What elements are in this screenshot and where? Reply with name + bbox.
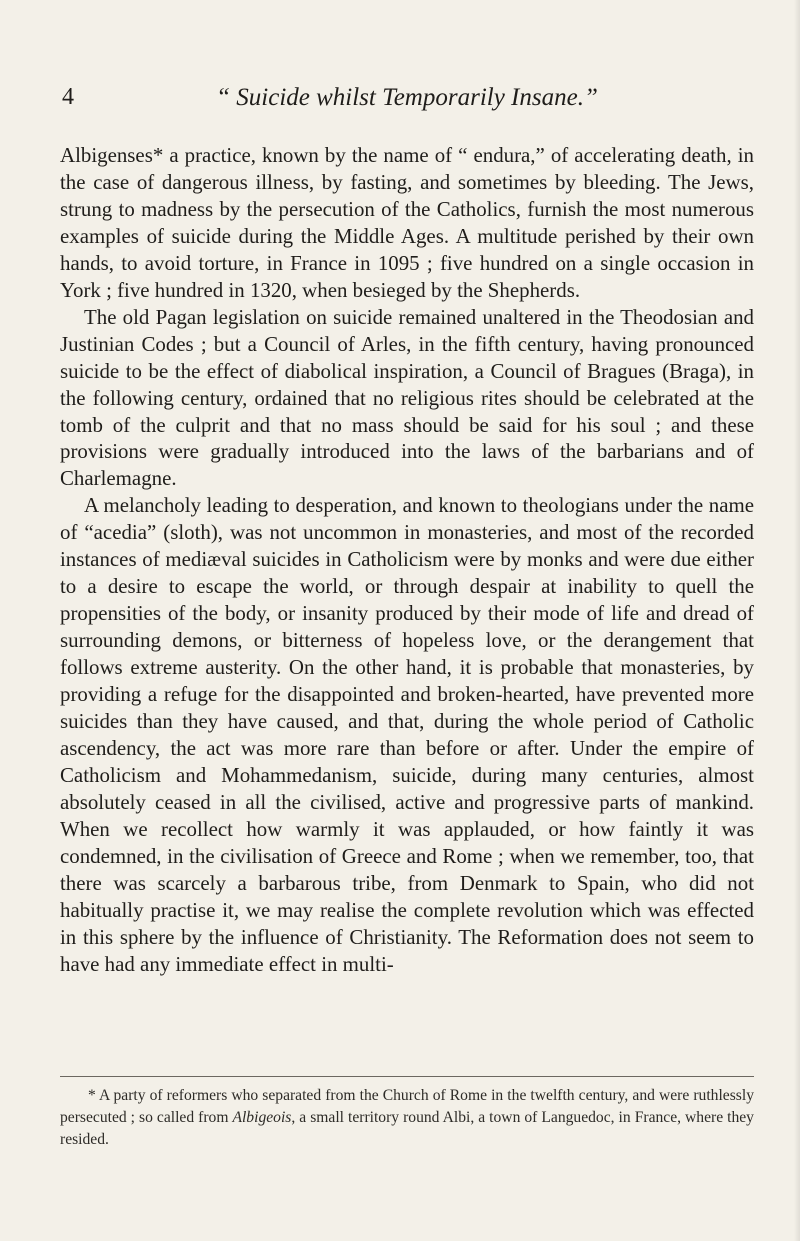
footnote-italic-term: Albigeois — [232, 1109, 292, 1126]
footnote-divider — [60, 1076, 754, 1077]
page-number: 4 — [62, 84, 74, 110]
page-header — [62, 84, 752, 118]
footnote-text-before: * A party of reformers who separated from the Church of Rome in the twelfth century, and were ruthlessly persecuted ; so called from — [60, 1087, 754, 1126]
footnote-text-after: , a small territory round Albi, a town of Languedoc, in France, where they resided. — [60, 1109, 754, 1148]
paragraph-1: Albigenses* a practice, known by the name of “ endura,” of accelerating death, in the case of dangerous illness, by fasting, and sometimes by bleeding. The Jews, strung to madness by the persecution of the Catholics, furnish the most numerous examples of suicide during the Middle Ages. A multitude perished by their own hands, to avoid torture, in France in 1095 ; five hundred on a single occasion in York ; five hundred in 1320, when besieged by the Shepherds. — [60, 143, 754, 302]
footnote — [60, 1085, 754, 1151]
paragraph-3: A melancholy leading to desperation, and known to theologians under the name of “acedia” (sloth), was not uncommon in monasteries, and most of the recorded instances of mediæval suicides in Catholicism were by monks and were due either to a desire to escape the world, or through despair at inability to quell the propensities of the body, or insanity produced by their mode of life and dread of surrounding demons, or bitterness of hopeless love, or the derangement that follows extreme austerity. On the other hand, it is probable that monasteries, by providing a refuge for the disappointed and broken-hearted, have prevented more suicides than they have caused, and that, during the whole period of Catholic ascendency, the act was more rare than before or after. Under the empire of Catholicism and Mohammedanism, suicide, during many centuries, almost absolutely ceased in all the civilised, active and progressive parts of mankind. When we recollect how warmly it was applauded, or how faintly it was condemned, in the civilisation of Greece and Rome ; when we remember, too, that there was scarcely a barbarous tribe, from Denmark to Spain, who did not habitually practise it, we may realise the complete revolution which was effected in this sphere by the influence of Christianity. The Reformation does not seem to have had any immediate effect in multi- — [60, 493, 754, 976]
page-edge-shadow — [794, 0, 800, 1241]
paragraph-2: The old Pagan legislation on suicide remained unaltered in the Theodosian and Justinian Codes ; but a Council of Arles, in the fifth century, having pronounced suicide to be the effect of diabolical inspiration, a Council of Bragues (Braga), in the following century, ordained that no religious rites should be celebrated at the tomb of the culprit and that no mass should be said for his soul ; and these provisions were gradually introduced into the laws of the barbarians and of Charlemagne. — [60, 304, 754, 491]
body-text — [60, 142, 754, 978]
running-head: “ Suicide whilst Temporarily Insane.” — [216, 84, 598, 111]
